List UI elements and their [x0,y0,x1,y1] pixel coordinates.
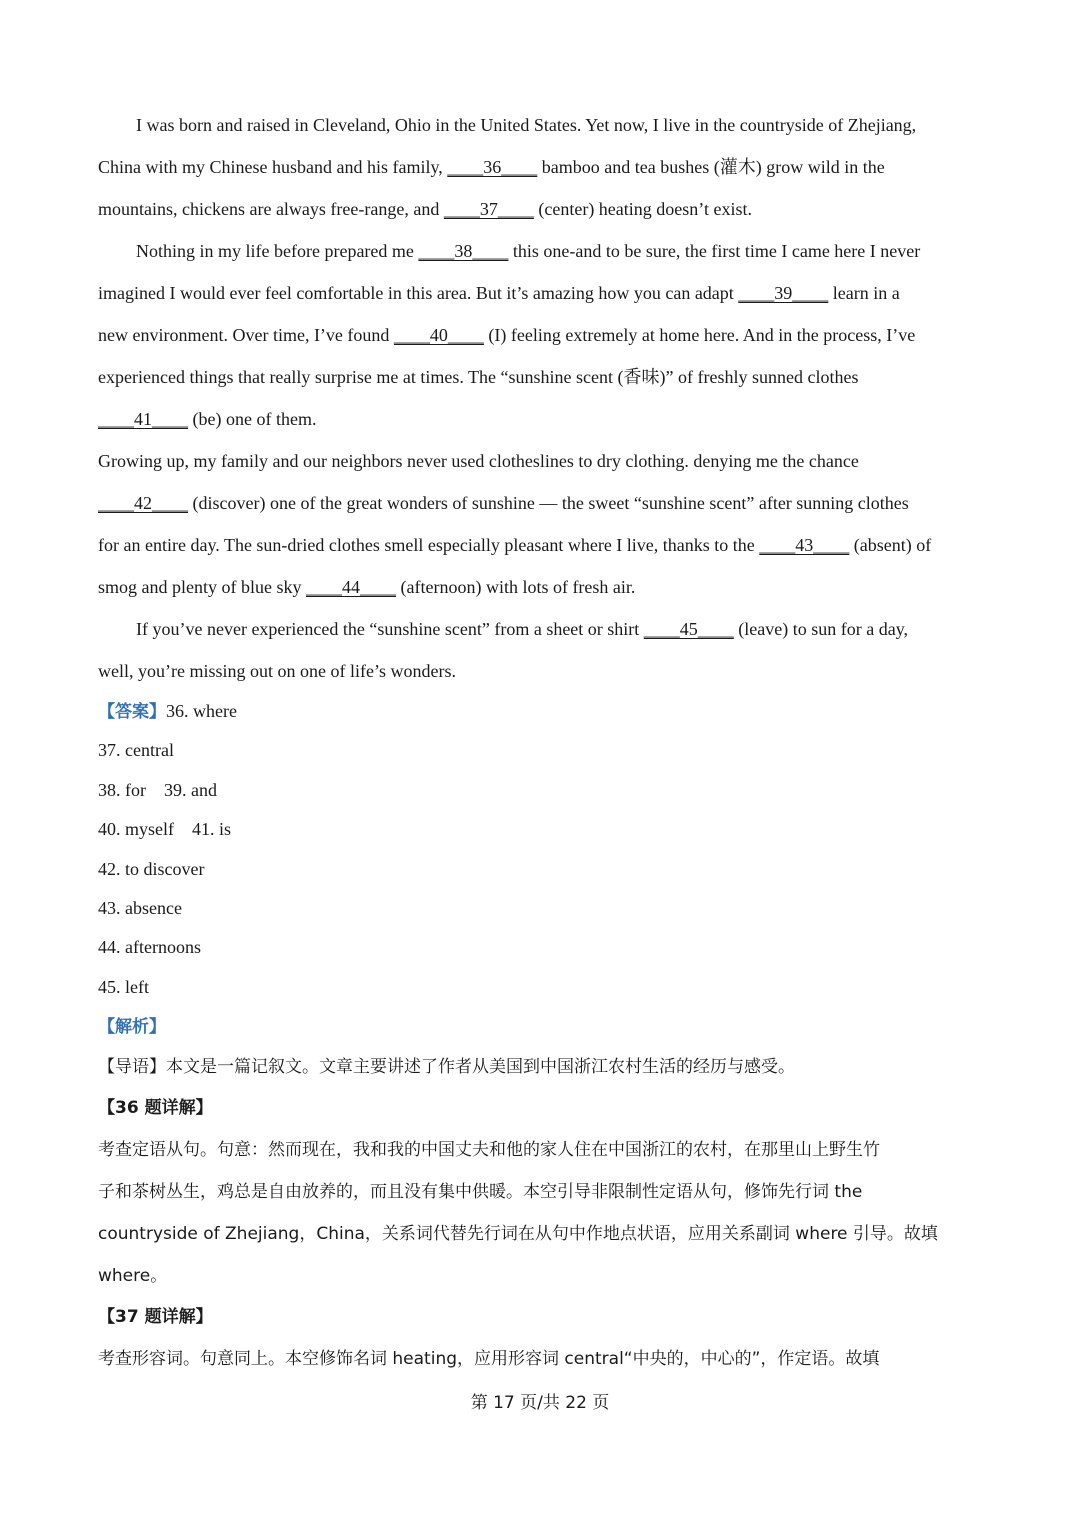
passage-text: China with my Chinese husband and his family, [98,157,448,177]
q36-title: 【36 题详解】 [98,1097,213,1118]
answer-header [98,692,983,731]
passage-text: bamboo and tea bushes (灌木) grow wild in the [537,157,885,177]
passage-text: imagined I would ever feel comfortable in this area. But it’s amazing how you can adapt [98,283,739,303]
passage-text: I was born and raised in Cleveland, Ohio in the United States. Yet now, I live in the countryside of Zhejiang, [136,115,917,135]
passage-text: (afternoon) with lots of fresh air. [395,577,636,597]
q36-explanation [98,1129,983,1297]
answer-item: 43. absence [98,897,182,918]
blank-field: ____37____ [443,199,534,219]
passage-line [98,314,983,356]
q37-title: 【37 题详解】 [98,1306,213,1327]
passage-text: well, you’re missing out on one of life’s wonders. [98,661,456,681]
answer-item: 40. myself 41. is [98,819,231,840]
passage-line [98,146,983,188]
answer-item: 44. afternoons [98,937,201,958]
passage-line [98,230,983,272]
answer-item: 37. central [98,740,174,761]
passage-line [98,398,983,440]
passage-text: experienced things that really surprise me at times. The “sunshine scent (香味)” of freshly sunned clothes [98,367,859,387]
passage-text: smog and plenty of blue sky [98,577,306,597]
answer-36: 36. where [166,701,237,721]
passage-text: (I) feeling extremely at home here. And in the process, I’ve [483,325,916,345]
passage-line [98,104,983,146]
passage-text: learn in a [828,283,900,303]
blank-field: ____41____ [98,409,188,429]
passage-text: new environment. Over time, I’ve found [98,325,394,345]
passage-line [98,272,983,314]
passage-text: (be) one of them. [188,409,317,429]
passage-text: this one-and to be sure, the first time I came here I never [508,241,921,261]
blank-field: ____39____ [738,283,829,303]
passage-text: (discover) one of the great wonders of sunshine — the sweet “sunshine scent” after sunning clothes [188,493,909,513]
blank-field: ____43____ [759,535,850,555]
passage-text: (absent) of [849,535,932,555]
passage-line [98,608,983,650]
blank-field: ____40____ [393,325,484,345]
document-page [98,104,983,1380]
passage-line [98,524,983,566]
passage-line [98,650,983,692]
explanation-line: countryside of Zhejiang，China，关系词代替先行词在从句中作地点状语，应用关系副词 where 引导。故填 [98,1223,938,1244]
blank-field: ____36____ [447,157,538,177]
guide-text: 【导语】本文是一篇记叙文。文章主要讲述了作者从美国到中国浙江农村生活的经历与感受。 [98,1056,795,1077]
blank-field: ____42____ [98,493,188,513]
passage-text: If you’ve never experienced the “sunshine scent” from a sheet or shirt [136,619,644,639]
passage-text: for an entire day. The sun-dried clothes smell especially pleasant where I live, thanks to the [98,535,760,555]
answer-item: 42. to discover [98,858,205,879]
passage [98,104,983,692]
explanation-line: 考查定语从句。句意：然而现在，我和我的中国丈夫和他的家人住在中国浙江的农村，在那里山上野生竹 [98,1139,880,1160]
analysis-tag: 【解析】 [98,1017,166,1038]
passage-text: mountains, chickens are always free-range, and [98,199,444,219]
passage-text: (center) heating doesn’t exist. [533,199,752,219]
blank-field: ____38____ [418,241,509,261]
analysis-header [98,1007,983,1046]
passage-line [98,356,983,398]
passage-text: Nothing in my life before prepared me [136,241,419,261]
explanation-line: 考查形容词。句意同上。本空修饰名词 heating，应用形容词 central“中央的，中心的”，作定语。故填 [98,1348,880,1369]
passage-text: (leave) to sun for a day, [733,619,909,639]
blank-field: ____44____ [305,577,396,597]
passage-line [98,440,983,482]
blank-field: ____45____ [643,619,734,639]
explanation-line: where。 [98,1265,168,1286]
passage-line [98,566,983,608]
passage-line [98,188,983,230]
passage-line [98,482,983,524]
answer-item: 38. for 39. and [98,779,217,800]
passage-text: Growing up, my family and our neighbors never used clotheslines to dry clothing. denying me the chance [98,451,859,471]
q37-explanation [98,1338,983,1380]
explanation-line: 子和茶树丛生，鸡总是自由放养的，而且没有集中供暖。本空引导非限制性定语从句，修饰先行词 the [98,1181,863,1202]
answer-item: 45. left [98,976,149,997]
answer-tag: 【答案】 [98,702,166,722]
page-footer: 第 17 页/共 22 页 [470,1393,610,1413]
answer-list [98,731,983,1007]
